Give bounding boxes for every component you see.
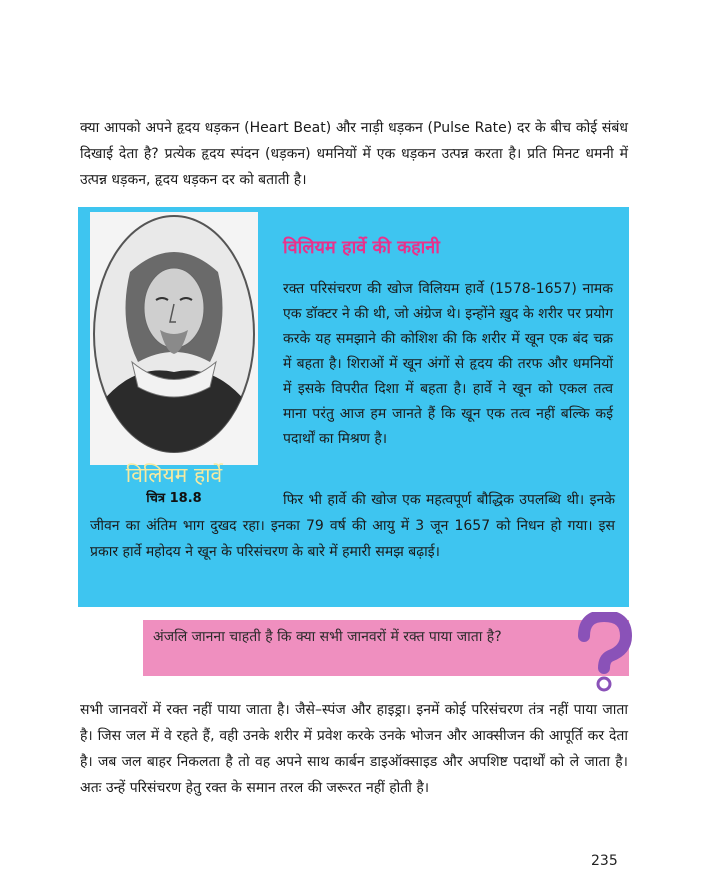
- william-harvey-story-box: [78, 207, 629, 607]
- figure-label: चित्र 18.8: [146, 491, 202, 506]
- question-text: अंजलि जानना चाहती है कि क्या सभी जानवरों में रक्त पाया जाता है?: [153, 629, 502, 645]
- story-text-part-1: रक्त परिसंचरण की खोज विलियम हार्वे (1578-1657) नामक एक डॉक्टर ने की थी, जो अंग्रेज थे। इन्होंने ख़ुद के शरीर पर प्रयोग करके यह समझाने की कोशिश की कि शरीर में खून एक बंद चक्र में बहता है। शिराओं में खून अंगों से हृदय की तरफ और धमनियों में इसके विपरीत दिशा में बहता है। हार्वे ने खून को एकल तत्व माना परंतु आज हम जानते हैं कि खून एक तत्व नहीं बल्कि कई पदार्थों का मिश्रण है।: [283, 281, 613, 447]
- story-title: विलियम हार्वे की कहानी: [283, 237, 440, 258]
- portrait-caption-name: विलियम हार्वे: [125, 463, 223, 487]
- story-text-part-2: फिर भी हार्वे की खोज एक महत्वपूर्ण बौद्धिक उपलब्धि थी। इनके जीवन का अंतिम भाग दुखद रहा। इनका 79 वर्ष की आयु में 3 जून 1657 को निधन हो गया। इस प्रकार हार्वे महोदय ने खून के परिसंचरण के बारे में हमारी समझ बढ़ाई।: [90, 492, 615, 560]
- bottom-paragraph: सभी जानवरों में रक्त नहीं पाया जाता है। जैसे–स्पंज और हाइड्रा। इनमें कोई परिसंचरण तंत्र नहीं पाया जाता है। जिस जल में वे रहते हैं, वही उनके शरीर में प्रवेश करके उनके भोजन और आक्सीजन की आपूर्ति कर देता है। जब जल बाहर निकलता है तो वह अपने साथ कार्बन डाइऑक्साइड और अपशिष्ट पदार्थों को ले जाता है। अतः उन्हें परिसंचरण हेतु रक्त के समान तरल की जरूरत नहीं होती है।: [80, 702, 628, 796]
- question-box: [143, 620, 629, 676]
- page-number: 235: [591, 853, 618, 869]
- intro-paragraph: क्या आपको अपने हृदय धड़कन (Heart Beat) और नाड़ी धड़कन (Pulse Rate) दर के बीच कोई संबंध दिखाई देता है? प्रत्येक हृदय स्पंदन (धड़कन) धमनियों में एक धड़कन उत्पन्न करता है। प्रति मिनट धमनी में उत्पन्न धड़कन, हृदय धड़कन दर को बताती है।: [80, 120, 628, 188]
- william-harvey-portrait: [90, 212, 258, 465]
- question-mark-icon: [574, 612, 634, 698]
